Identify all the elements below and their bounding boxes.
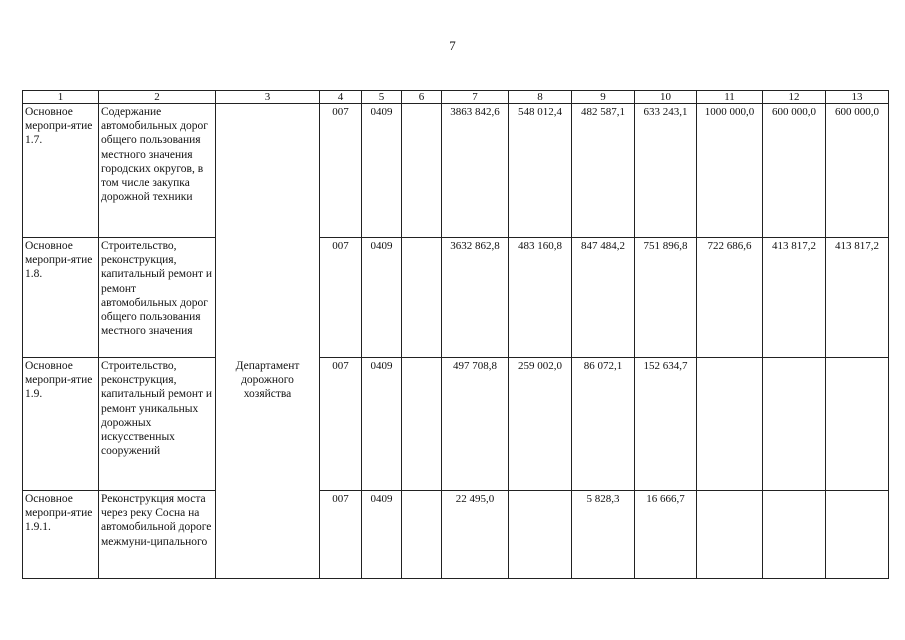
amount-year-6 [826, 358, 889, 491]
activity-description: Строительство, реконструкция, капитальный ремонт и ремонт уникальных дорожных искусственных сооружений [99, 358, 216, 491]
amount-year-1: 259 002,0 [509, 358, 572, 491]
amount-year-3: 751 896,8 [635, 238, 697, 358]
code-target [402, 491, 442, 579]
amount-year-6 [826, 491, 889, 579]
activity-label: Основное меропри-ятие 1.9.1. [23, 491, 99, 579]
code-target [402, 358, 442, 491]
amount-year-6: 413 817,2 [826, 238, 889, 358]
amount-year-6: 600 000,0 [826, 104, 889, 238]
amount-year-4: 1000 000,0 [697, 104, 763, 238]
code-target [402, 104, 442, 238]
executor-cell: Департамент дорожного хозяйства [216, 358, 320, 491]
amount-year-3: 152 634,7 [635, 358, 697, 491]
column-header-11: 11 [697, 91, 763, 104]
code-section: 0409 [362, 104, 402, 238]
column-header-2: 2 [99, 91, 216, 104]
amount-year-5 [763, 491, 826, 579]
column-header-8: 8 [509, 91, 572, 104]
column-header-9: 9 [572, 91, 635, 104]
activity-label: Основное меропри-ятие 1.8. [23, 238, 99, 358]
table-row [23, 238, 889, 358]
activity-description: Реконструкция моста через реку Сосна на автомобильной дороге межмуни-ципального [99, 491, 216, 579]
column-header-1: 1 [23, 91, 99, 104]
executor-cell [216, 104, 320, 238]
amount-total: 3863 842,6 [442, 104, 509, 238]
amount-year-4 [697, 491, 763, 579]
executor-cell [216, 238, 320, 358]
code-grbs: 007 [320, 491, 362, 579]
amount-year-1: 548 012,4 [509, 104, 572, 238]
table-row [23, 491, 889, 579]
amount-year-5 [763, 358, 826, 491]
amount-year-2: 86 072,1 [572, 358, 635, 491]
column-header-13: 13 [826, 91, 889, 104]
code-grbs: 007 [320, 104, 362, 238]
column-header-4: 4 [320, 91, 362, 104]
header-row [23, 91, 889, 104]
activity-label: Основное меропри-ятие 1.7. [23, 104, 99, 238]
amount-year-3: 16 666,7 [635, 491, 697, 579]
amount-year-2: 5 828,3 [572, 491, 635, 579]
column-header-12: 12 [763, 91, 826, 104]
amount-year-2: 482 587,1 [572, 104, 635, 238]
code-section: 0409 [362, 358, 402, 491]
amount-year-1: 483 160,8 [509, 238, 572, 358]
amount-year-3: 633 243,1 [635, 104, 697, 238]
table-row [23, 358, 889, 491]
column-header-7: 7 [442, 91, 509, 104]
table-row [23, 104, 889, 238]
code-target [402, 238, 442, 358]
activity-label: Основное меропри-ятие 1.9. [23, 358, 99, 491]
amount-year-5: 413 817,2 [763, 238, 826, 358]
column-header-10: 10 [635, 91, 697, 104]
column-header-3: 3 [216, 91, 320, 104]
executor-cell [216, 491, 320, 579]
amount-year-2: 847 484,2 [572, 238, 635, 358]
column-header-5: 5 [362, 91, 402, 104]
amount-total: 22 495,0 [442, 491, 509, 579]
code-section: 0409 [362, 238, 402, 358]
activity-description: Строительство, реконструкция, капитальный ремонт и ремонт автомобильных дорог общего пользования местного значения [99, 238, 216, 358]
amount-total: 497 708,8 [442, 358, 509, 491]
amount-year-4 [697, 358, 763, 491]
code-grbs: 007 [320, 358, 362, 491]
amount-year-1 [509, 491, 572, 579]
amount-total: 3632 862,8 [442, 238, 509, 358]
program-activities-table [22, 90, 889, 579]
amount-year-5: 600 000,0 [763, 104, 826, 238]
page-number: 7 [449, 38, 456, 53]
column-header-6: 6 [402, 91, 442, 104]
activity-description: Содержание автомобильных дорог общего пользования местного значения городских округов, в том числе закупка дорожной техники [99, 104, 216, 238]
code-section: 0409 [362, 491, 402, 579]
code-grbs: 007 [320, 238, 362, 358]
amount-year-4: 722 686,6 [697, 238, 763, 358]
